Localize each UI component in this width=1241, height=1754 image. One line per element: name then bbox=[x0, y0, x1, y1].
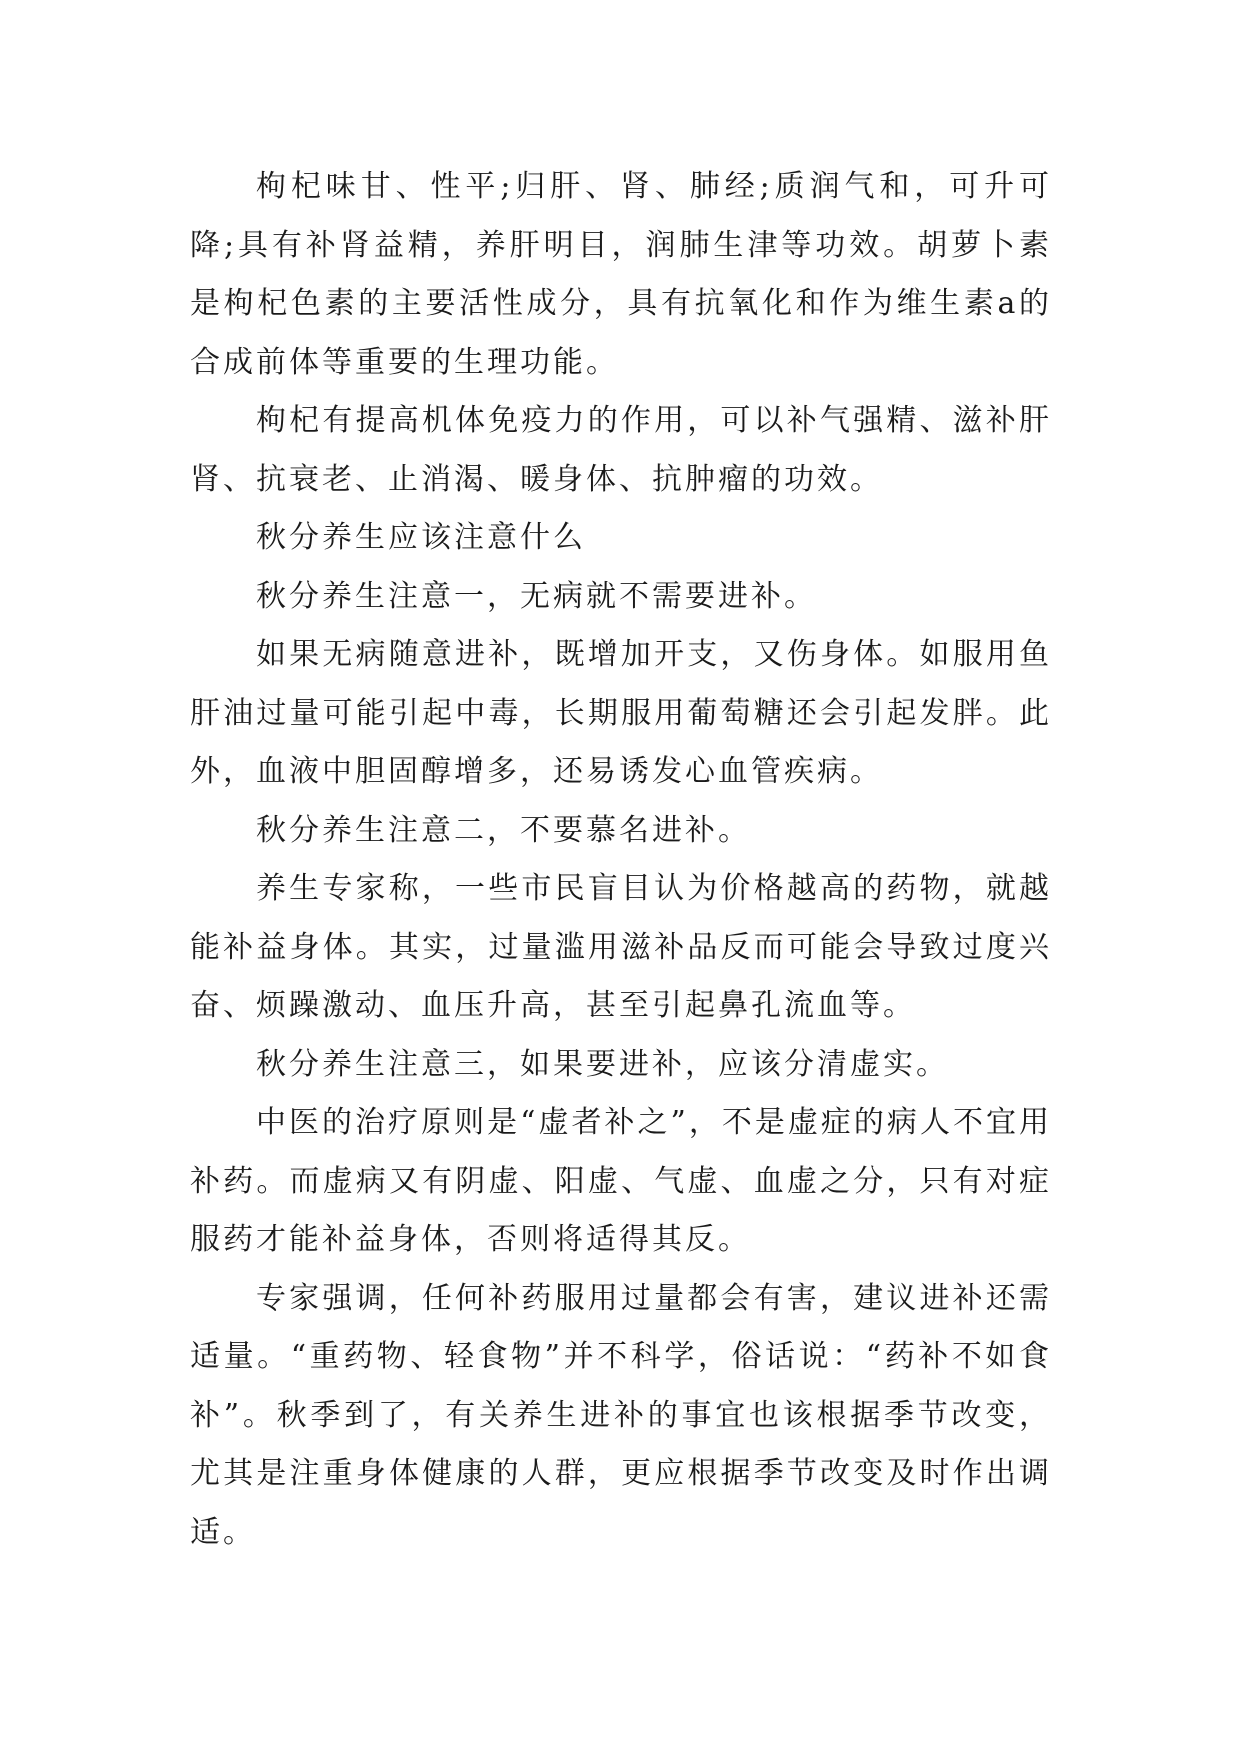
tip-heading-1: 秋分养生注意一，无病就不需要进补。 bbox=[256, 578, 817, 614]
paragraph-tip-1: 如果无病随意进补，既增加开支，又伤身体。如服用鱼肝油过量可能引起中毒，长期服用葡萄糖还会引起发胖。此外，血液中胆固醇增多，还易诱发心血管疾病。 bbox=[190, 637, 1052, 789]
paragraph-goji-immunity: 枸杞有提高机体免疫力的作用，可以补气强精、滋补肝肾、抗衰老、止消渴、暖身体、抗肿瘤的功效。 bbox=[190, 403, 1052, 497]
tip-heading-3: 秋分养生注意三，如果要进补，应该分清虚实。 bbox=[256, 1046, 949, 1082]
paragraph-expert-advice: 专家强调，任何补药服用过量都会有害，建议进补还需适量。“重药物、轻食物”并不科学，俗话说：“药补不如食补”。秋季到了，有关养生进补的事宜也该根据季节改变，尤其是注重身体健康的人群，更应根据季节改变及时作出调适。 bbox=[190, 1280, 1052, 1550]
paragraph-tip-2: 养生专家称，一些市民盲目认为价格越高的药物，就越能补益身体。其实，过量滥用滋补品反而可能会导致过度兴奋、烦躁激动、血压升高，甚至引起鼻孔流血等。 bbox=[190, 871, 1052, 1023]
tip-heading-2: 秋分养生注意二，不要慕名进补。 bbox=[256, 812, 751, 848]
section-heading-autumn-equinox: 秋分养生应该注意什么 bbox=[256, 520, 586, 555]
paragraph-tip-3: 中医的治疗原则是“虚者补之”，不是虚症的病人不宜用补药。而虚病又有阴虚、阳虚、气虚、血虚之分，只有对症服药才能补益身体，否则将适得其反。 bbox=[190, 1105, 1052, 1257]
paragraph-goji-properties: 枸杞味甘、性平;归肝、肾、肺经;质润气和，可升可降;具有补肾益精，养肝明目，润肺生津等功效。胡萝卜素是枸杞色素的主要活性成分，具有抗氧化和作为维生素a的合成前体等重要的生理功能。 bbox=[190, 169, 1052, 380]
document-body bbox=[190, 158, 1052, 1562]
